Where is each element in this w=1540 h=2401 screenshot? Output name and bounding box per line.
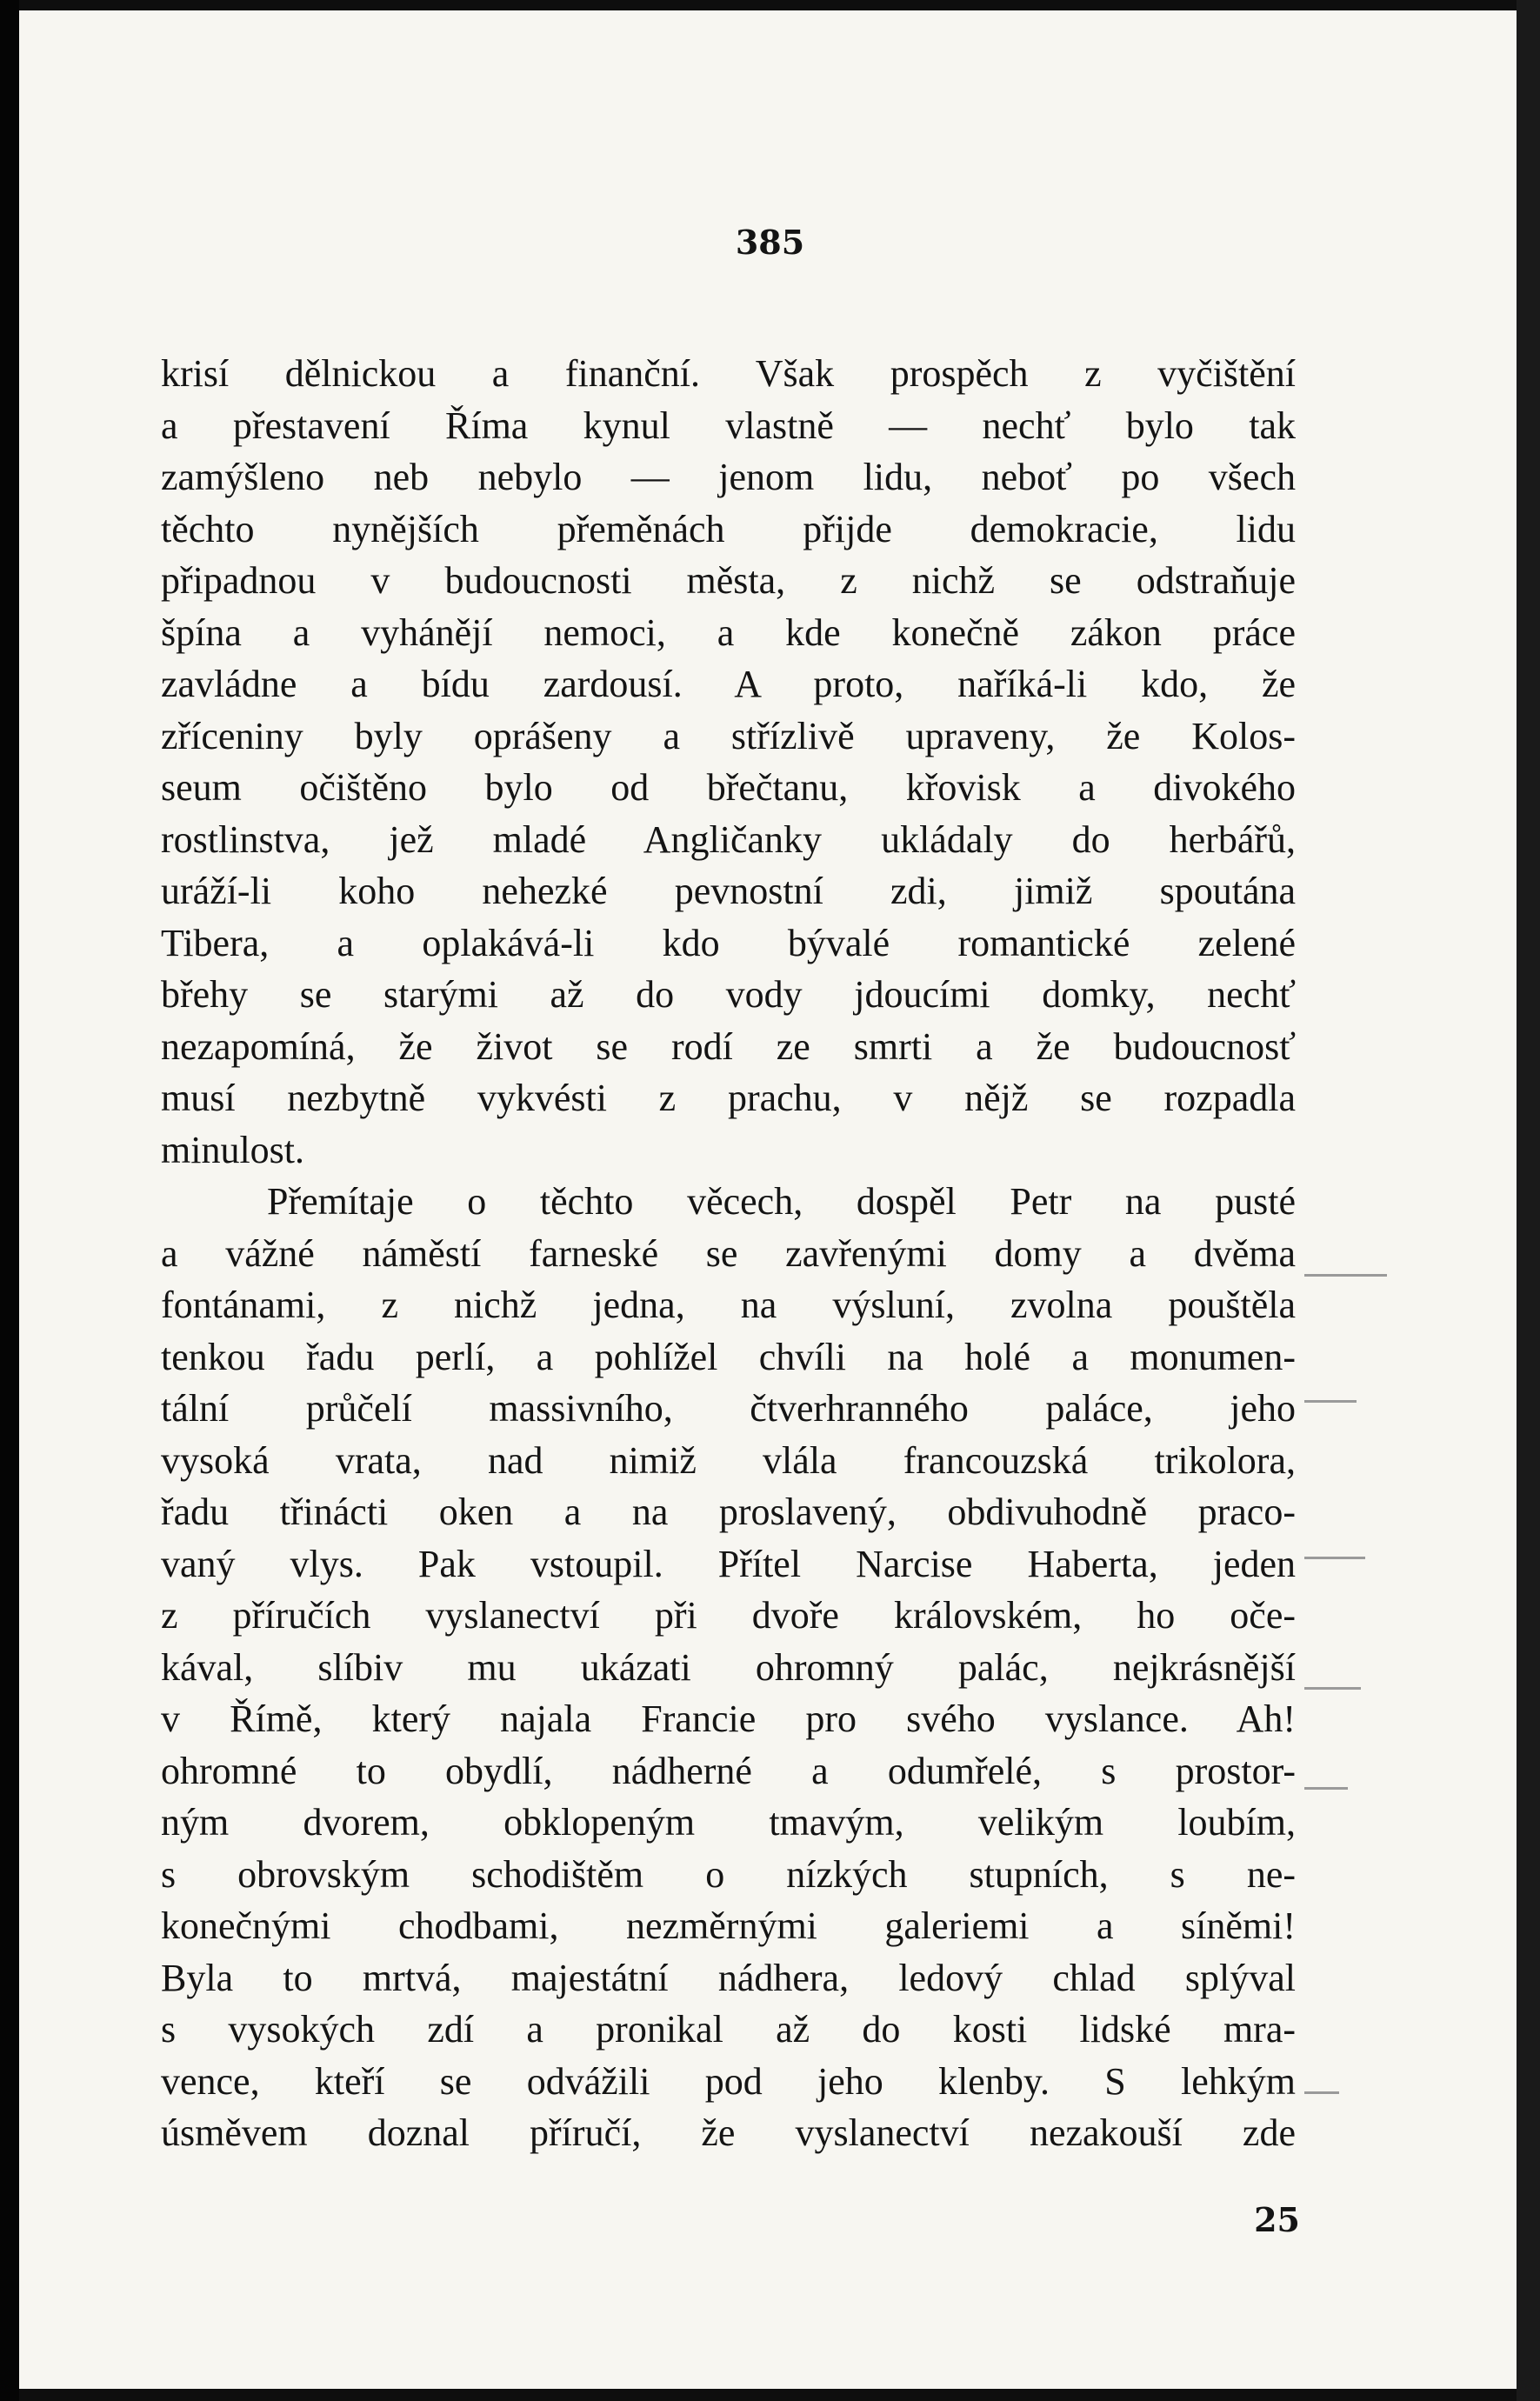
bleed-through-mark [1304,2091,1339,2094]
text-line: vysoká vrata, nad nimiž vlála francouzská trikolora, [161,1438,1296,1482]
text-line: zamýšleno neb nebylo — jenom lidu, neboť po všech [161,456,1296,498]
paragraph-start-line: Přemítaje o těchto věcech, dospěl Petr na pusté [267,1180,1296,1223]
page-number: 385 [735,223,805,262]
bleed-through-mark [1304,1687,1361,1690]
text-line: tenkou řadu perlí, a pohlížel chvíli na holé a monumen- [161,1335,1296,1378]
signature-mark: 25 [1254,2200,1300,2239]
text-line: rostlinstva, jež mladé Angličanky ukládaly do herbářů, [161,817,1296,861]
text-line: vence, kteří se odvážili pod jeho klenby. S lehkým [161,2059,1296,2103]
text-line: těchto nynějších přeměnách přijde demokracie, lidu [161,507,1296,550]
bleed-through-mark [1304,1274,1387,1277]
text-line: uráží-li koho nehezké pevnostní zdi, jimiž spoutána [161,870,1296,912]
paragraph-end-line: minulost. [161,1128,305,1171]
text-line: tální průčelí massivního, čtverhranného paláce, jeho [161,1387,1296,1430]
text-line: úsměvem doznal příručí, že vyslanectví nezakouší zde [161,2111,1296,2154]
text-line: s obrovským schodištěm o nízkých stupních, s ne- [161,1852,1296,1896]
text-line: připadnou v budoucnosti města, z nichž se odstraňuje [161,559,1296,602]
text-line: z příručích vyslanectví při dvoře královském, ho oče- [161,1594,1296,1637]
text-line: vaný vlys. Pak vstoupil. Přítel Narcise Haberta, jeden [161,1542,1296,1585]
text-line: zříceniny byly oprášeny a střízlivě upraveny, že Kolos- [161,714,1296,757]
text-line: s vysokých zdí a pronikal až do kosti lidské mra- [161,2008,1296,2051]
text-line: v Římě, který najala Francie pro svého vyslance. Ah! [161,1697,1296,1740]
text-line: a vážné náměstí farneské se zavřenými domy a dvěma [161,1231,1296,1275]
bleed-through-mark [1304,1400,1357,1403]
text-line: fontánami, z nichž jedna, na výsluní, zvolna pouštěla [161,1284,1296,1326]
text-line: Tibera, a oplakává-li kdo bývalé romantické zelené [161,921,1296,964]
text-line: řadu třinácti oken a na proslavený, obdivuhodně praco- [161,1491,1296,1533]
text-line: Byla to mrtvá, majestátní nádhera, ledový chlad splýval [161,1956,1296,1999]
text-line: ným dvorem, obklopeným tmavým, velikým loubím, [161,1801,1296,1844]
page-body [161,348,1296,2159]
text-line: krisí dělnickou a finanční. Však prospěch z vyčištění [161,352,1296,395]
bleed-through-mark [1304,1557,1365,1559]
text-line: a přestavení Říma kynul vlastně — nechť bylo tak [161,404,1296,447]
text-line: břehy se starými až do vody jdoucími domky, nechť [161,973,1296,1016]
bleed-through-mark [1304,1787,1348,1790]
text-line: musí nezbytně vykvésti z prachu, v nějž se rozpadla [161,1077,1296,1119]
text-line: špína a vyhánějí nemoci, a kde konečně zákon práce [161,610,1296,654]
page-edge-left [0,0,19,2401]
text-line: nezapomíná, že život se rodí ze smrti a že budoucnosť [161,1024,1296,1068]
text-line: kával, slíbiv mu ukázati ohromný palác, nejkrásnější [161,1645,1296,1689]
page-edge-right [1517,0,1540,2401]
text-line: seum očištěno bylo od břečtanu, křovisk a divokého [161,766,1296,809]
text-line: ohromné to obydlí, nádherné a odumřelé, s prostor- [161,1749,1296,1792]
text-line: konečnými chodbami, nezměrnými galeriemi a síněmi! [161,1904,1296,1947]
text-line: zavládne a bídu zardousí. A proto, naříká-li kdo, že [161,663,1296,705]
